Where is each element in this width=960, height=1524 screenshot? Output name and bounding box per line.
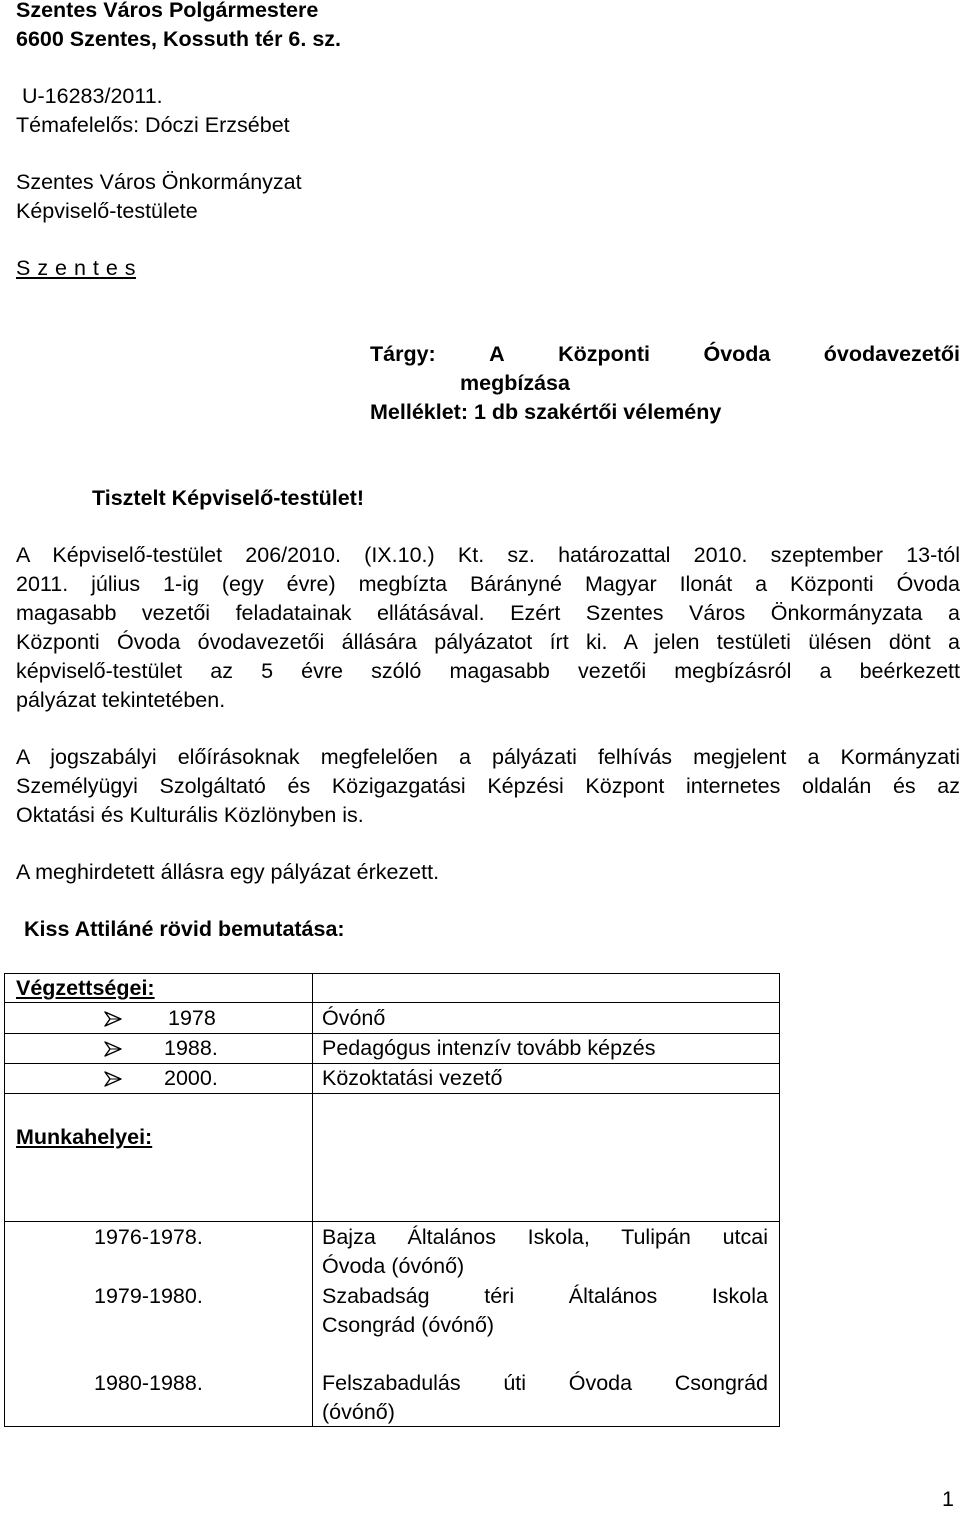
education-title: Közoktatási vezető (322, 1066, 503, 1090)
workplaces-heading: Munkahelyei: (16, 1125, 153, 1149)
work-period: 1979-1980. (94, 1284, 203, 1308)
table-rule (4, 1221, 780, 1222)
work-place-line: Szabadság téri Általános Iskola (322, 1284, 768, 1308)
recipient-name: Szentes Város Önkormányzat (16, 170, 302, 194)
subject-line (370, 340, 960, 369)
responsible-person: Témafelelős: Dóczi Erzsébet (16, 113, 290, 137)
table-rule (312, 973, 313, 1427)
recipient-body: Képviselő-testülete (16, 199, 198, 223)
reference-block (16, 82, 290, 140)
work-period: 1980-1988. (94, 1371, 203, 1395)
education-title: Pedagógus intenzív tovább képzés (322, 1036, 656, 1060)
education-title: Óvónő (322, 1006, 386, 1030)
subject-word: Központi (558, 342, 651, 366)
subject-word: óvodavezetői (823, 342, 960, 366)
recipient-block (16, 168, 302, 226)
paragraph-line: Személyügyi Szolgáltató és Közigazgatási Képzési Központ internetes oldalán és az (16, 774, 960, 798)
work-place (322, 1282, 768, 1340)
subject-word: A (489, 342, 505, 366)
education-year: 1978 (168, 1006, 216, 1030)
education-year: 1988. (164, 1036, 218, 1060)
paragraph-line: A Képviselő-testület 206/2010. (IX.10.) Kt. sz. határozattal 2010. szeptember 13-tól (16, 543, 960, 567)
recipient-city: S z e n t e s (16, 256, 137, 280)
page-number: 1 (942, 1487, 954, 1511)
arrow-bullet-icon (104, 1071, 122, 1087)
table-rule (779, 973, 780, 1427)
paragraph-applications (16, 858, 960, 887)
subject-label: Tárgy: (370, 342, 436, 366)
subject-continuation: megbízása (460, 371, 570, 395)
arrow-bullet-icon (104, 1041, 122, 1057)
paragraph-line: képviselő-testület az 5 évre szóló magasabb vezetői megbízásról a beérkezett (16, 659, 960, 683)
work-place-line: (óvónő) (322, 1400, 395, 1424)
table-rule (4, 1093, 780, 1094)
bio-title: Kiss Attiláné rövid bemutatása: (24, 917, 345, 941)
work-place-line: Csongrád (óvónő) (322, 1313, 495, 1337)
work-place (322, 1223, 768, 1281)
sender-name: Szentes Város Polgármestere (16, 0, 319, 22)
paragraph-line: 2011. július 1-ig (egy évre) megbízta Bárányné Magyar Ilonát a Központi Óvoda (16, 572, 960, 596)
table-rule (4, 973, 5, 1427)
sender-address: 6600 Szentes, Kossuth tér 6. sz. (16, 27, 342, 51)
paragraph-line: A jogszabályi előírásoknak megfelelően a pályázati felhívás megjelent a Kormányzati (16, 745, 960, 769)
paragraph-line: Központi Óvoda óvodavezetői állására pályázatot írt ki. A jelen testületi ülésen dönt a (16, 630, 960, 654)
work-place-line: Óvoda (óvónő) (322, 1254, 465, 1278)
work-place (322, 1369, 768, 1427)
paragraph-line: A meghirdetett állásra egy pályázat érkezett. (16, 860, 440, 884)
subject-word: Óvoda (703, 342, 771, 366)
work-period: 1976-1978. (94, 1225, 203, 1249)
work-place-line: Felszabadulás úti Óvoda Csongrád (322, 1371, 768, 1395)
paragraph-line: magasabb vezetői feladatainak ellátásával. Ezért Szentes Város Önkormányzata a (16, 601, 960, 625)
attachment-line: Melléklet: 1 db szakértői vélemény (370, 400, 722, 424)
paragraph-line: Oktatási és Kulturális Közlönyben is. (16, 803, 364, 827)
paragraph-intro (16, 541, 960, 715)
reference-number: U-16283/2011. (22, 84, 163, 108)
paragraph-line: pályázat tekintetében. (16, 688, 226, 712)
education-year: 2000. (164, 1066, 218, 1090)
education-heading: Végzettségei: (16, 976, 155, 1000)
sender-block (16, 0, 341, 54)
salutation: Tisztelt Képviselő-testület! (92, 486, 364, 510)
work-place-line: Bajza Általános Iskola, Tulipán utcai (322, 1225, 768, 1249)
arrow-bullet-icon (104, 1011, 122, 1027)
paragraph-publication (16, 743, 960, 830)
